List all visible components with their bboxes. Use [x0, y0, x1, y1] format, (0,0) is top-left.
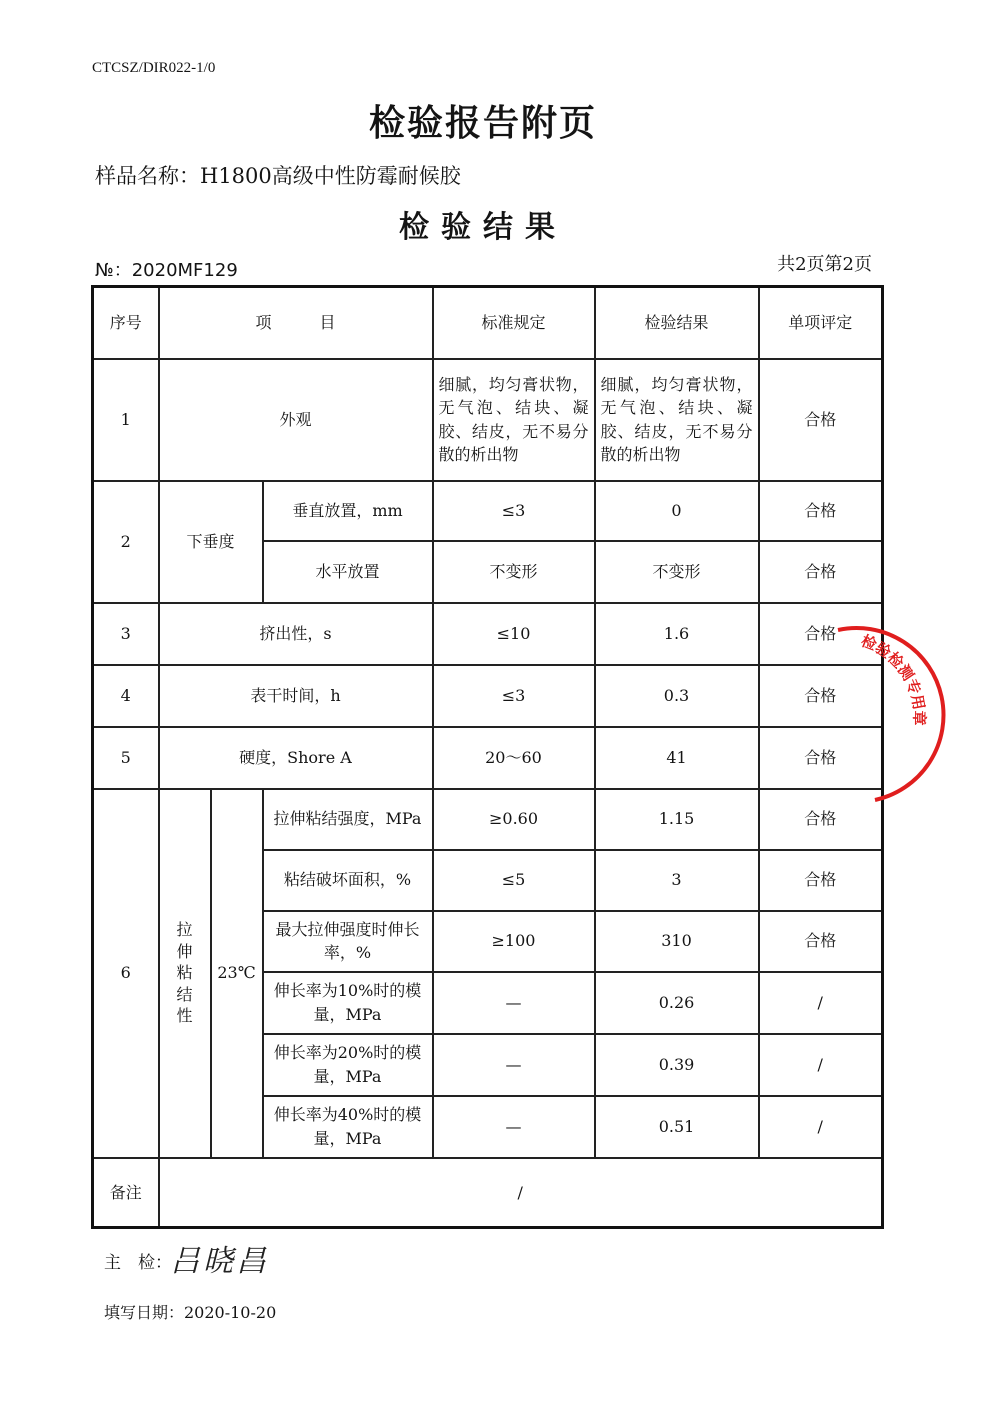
row6a-verdict: 合格	[759, 789, 883, 850]
row2b-verdict: 合格	[759, 541, 883, 603]
official-seal	[820, 610, 990, 810]
row5-standard: 20～60	[433, 727, 595, 789]
row2b-result: 不变形	[595, 541, 759, 603]
row2a-standard: ≤3	[433, 481, 595, 541]
table-row	[93, 665, 883, 727]
sample-name-value: H1800高级中性防霉耐候胶	[200, 164, 461, 188]
row6c-verdict: 合格	[759, 911, 883, 972]
row6d-item: 伸长率为10%时的模量，MPa	[263, 972, 433, 1034]
row4-standard: ≤3	[433, 665, 595, 727]
row6a-item: 拉伸粘结强度，MPa	[263, 789, 433, 850]
row6c-result: 310	[595, 911, 759, 972]
row6b-verdict: 合格	[759, 850, 883, 911]
row2a-item: 垂直放置，mm	[263, 481, 433, 541]
table-row	[93, 789, 883, 850]
row3-standard: ≤10	[433, 603, 595, 665]
row6e-item: 伸长率为20%时的模量，MPa	[263, 1034, 433, 1096]
row6d-standard: —	[433, 972, 595, 1034]
row2-group: 下垂度	[159, 481, 263, 603]
row6d-verdict: /	[759, 972, 883, 1034]
row3-item: 挤出性，s	[159, 603, 433, 665]
row6f-item: 伸长率为40%时的模量，MPa	[263, 1096, 433, 1158]
remarks-row	[93, 1158, 883, 1228]
inspector-label: 主 检：	[104, 1253, 172, 1273]
results-table	[91, 285, 884, 1229]
row6c-standard: ≥100	[433, 911, 595, 972]
row4-seq: 4	[93, 665, 159, 727]
row6a-standard: ≥0.60	[433, 789, 595, 850]
table-row	[93, 359, 883, 481]
row6c-item: 最大拉伸强度时伸长率，%	[263, 911, 433, 972]
header-seq: 序号	[93, 287, 159, 359]
table-header-row	[93, 287, 883, 359]
row4-result: 0.3	[595, 665, 759, 727]
row6f-result: 0.51	[595, 1096, 759, 1158]
fill-date: 填写日期：2020-10-20	[104, 1303, 277, 1322]
row6f-verdict: /	[759, 1096, 883, 1158]
row2b-item: 水平放置	[263, 541, 433, 603]
section-subtitle: 检验结果	[399, 210, 567, 245]
table-row	[93, 603, 883, 665]
row6b-item: 粘结破坏面积，%	[263, 850, 433, 911]
row6f-standard: —	[433, 1096, 595, 1158]
row6-seq: 6	[93, 789, 159, 1158]
row4-verdict: 合格	[759, 665, 883, 727]
row2a-verdict: 合格	[759, 481, 883, 541]
row1-verdict: 合格	[759, 359, 883, 481]
page-indicator: 共2页第2页	[777, 254, 872, 275]
row6e-result: 0.39	[595, 1034, 759, 1096]
row2b-standard: 不变形	[433, 541, 595, 603]
row5-result: 41	[595, 727, 759, 789]
header-result: 检验结果	[595, 287, 759, 359]
document-code: CTCSZ/DIR022-1/0	[92, 60, 216, 76]
page-title: 检验报告附页	[368, 103, 597, 144]
header-verdict: 单项评定	[759, 287, 883, 359]
row6d-result: 0.26	[595, 972, 759, 1034]
row6-condition: 23℃	[211, 789, 263, 1158]
seal-text: 检验检测专用章	[858, 631, 929, 726]
remarks-label: 备注	[93, 1158, 159, 1228]
row6b-standard: ≤5	[433, 850, 595, 911]
row5-item: 硬度，Shore A	[159, 727, 433, 789]
row1-seq: 1	[93, 359, 159, 481]
row6-group: 拉 伸 粘 结 性	[159, 789, 211, 1158]
row3-verdict: 合格	[759, 603, 883, 665]
sample-name-label: 样品名称：	[95, 164, 200, 188]
row6a-result: 1.15	[595, 789, 759, 850]
header-item: 项 目	[159, 287, 433, 359]
row6e-verdict: /	[759, 1034, 883, 1096]
row5-verdict: 合格	[759, 727, 883, 789]
table-row	[93, 727, 883, 789]
sample-name-line	[95, 160, 461, 190]
row1-standard: 细腻，均匀膏状物，无气泡、结块、凝胶、结皮，无不易分散的析出物	[433, 359, 595, 481]
row2a-result: 0	[595, 481, 759, 541]
row4-item: 表干时间，h	[159, 665, 433, 727]
header-standard: 标准规定	[433, 287, 595, 359]
row3-seq: 3	[93, 603, 159, 665]
row6e-standard: —	[433, 1034, 595, 1096]
row5-seq: 5	[93, 727, 159, 789]
report-number: №：2020MF129	[95, 260, 238, 281]
inspector-signature: 吕晓昌	[170, 1244, 269, 1279]
row1-result: 细腻，均匀膏状物，无气泡、结块、凝胶、结皮，无不易分散的析出物	[595, 359, 759, 481]
row1-item: 外观	[159, 359, 433, 481]
row2-seq: 2	[93, 481, 159, 603]
table-row	[93, 481, 883, 541]
remarks-value: /	[159, 1158, 883, 1228]
row6b-result: 3	[595, 850, 759, 911]
row3-result: 1.6	[595, 603, 759, 665]
